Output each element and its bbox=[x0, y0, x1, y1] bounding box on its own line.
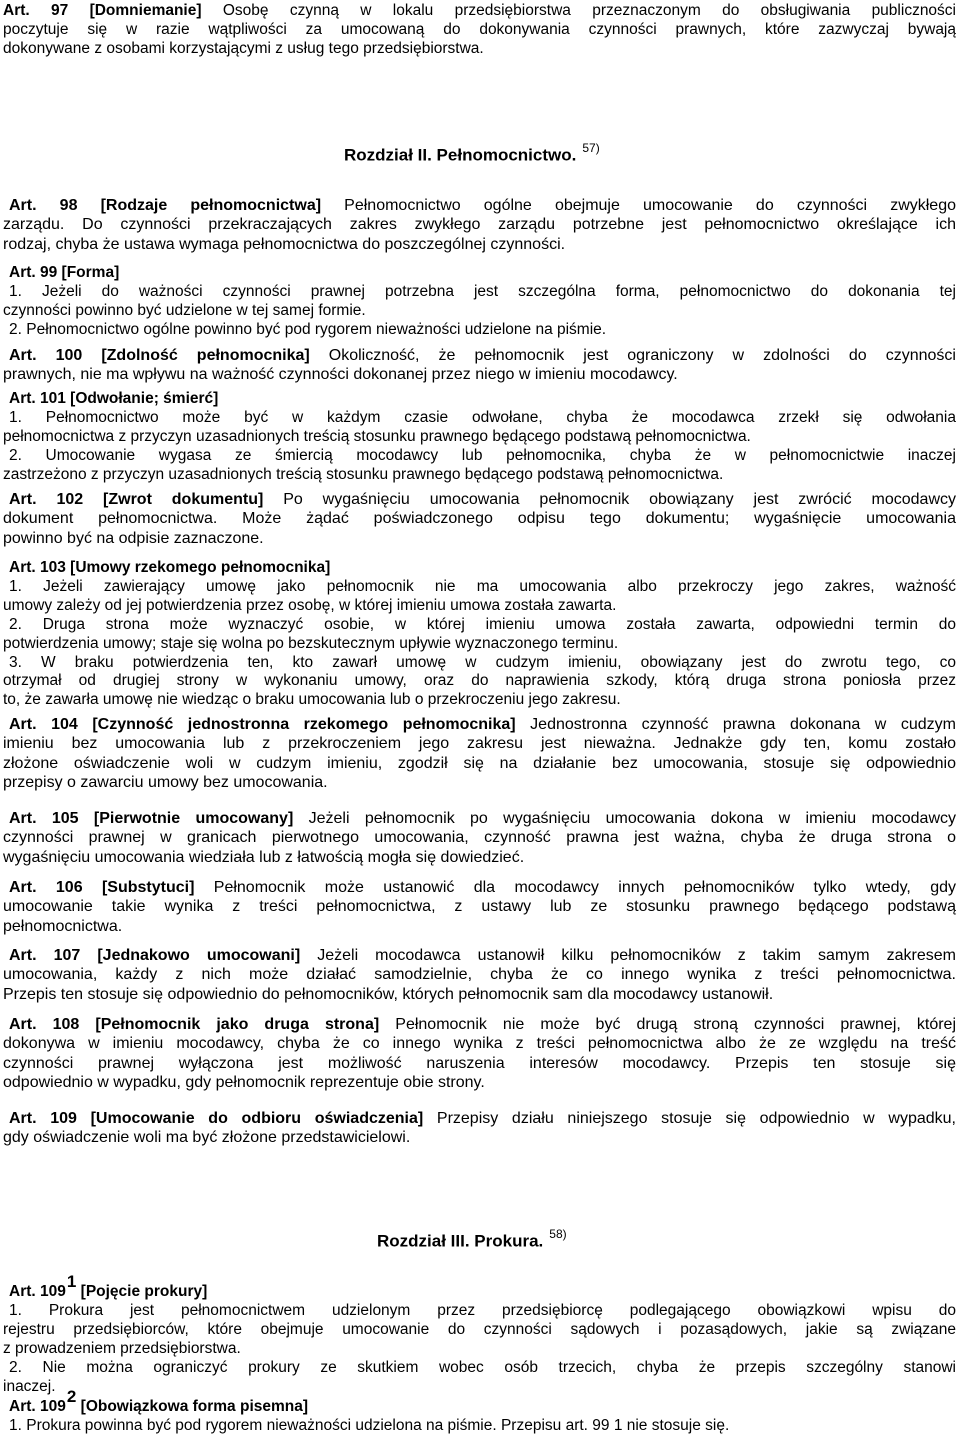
article-108-line: Pełnomocnik nie może być drugą stroną czynności prawnej, której bbox=[395, 1016, 957, 1033]
article-99-par-1-cont: czynności powinno być udzielone w tej samej formie. bbox=[3, 301, 366, 319]
article-108-line: odpowiednio w wypadku, gdy pełnomocnik reprezentuje obie strony. bbox=[3, 1073, 485, 1091]
article-98-line: rodzaj, chyba że ustawa wymaga pełnomocnictwa do poszczególnej czynności. bbox=[3, 235, 566, 253]
article-108-line: dokonywa w imieniu mocodawcy, chyba że co innego wynika z treści pełnomocnictwa albo że ze względu na treść bbox=[3, 1035, 956, 1053]
article-107-line: umocowania, każdy z nich może działać samodzielnie, chyba że co innego wynika z treści pełnomocnictwa. bbox=[3, 966, 956, 984]
article-98-line: zarządu. bbox=[3, 216, 65, 234]
article-98-line: Do czynności przekraczających zakres zwykłego zarządu potrzebne jest pełnomocnictwo określające ich bbox=[82, 216, 957, 234]
article-109-1-par-2-cont: inaczej. bbox=[3, 1377, 56, 1395]
article-97 bbox=[3, 2, 956, 59]
article-100-heading: Art. 100 [Zdolność pełnomocnika] bbox=[9, 347, 310, 364]
article-109-2 bbox=[3, 1387, 956, 1436]
article-104-line: Jednostronna czynność prawna dokonana w cudzym bbox=[530, 716, 957, 733]
article-101-heading: Art. 101 [Odwołanie; śmierć] bbox=[9, 390, 219, 407]
article-103-par-3: 3. W braku potwierdzenia ten, kto zawarł umowę w cudzym imieniu, obowiązany jest do zwrotu tego, co bbox=[9, 653, 956, 671]
article-109-1-superscript: 1 bbox=[66, 1272, 77, 1291]
article-101-par-2-cont: zastrzeżono z przyczyn uzasadnionych treścią stosunku prawnego będącego podstawą pełnomocnictwa. bbox=[3, 465, 724, 483]
article-104-heading: Art. 104 [Czynność jednostronna rzekomego pełnomocnika] bbox=[9, 716, 516, 733]
article-103-par-1: 1. Jeżeli zawierający umowę jako pełnomocnik nie ma umocowania albo przekroczy jego zakres, ważność bbox=[9, 577, 956, 595]
article-102-heading: Art. 102 [Zwrot dokumentu] bbox=[9, 491, 264, 508]
article-101-par-1-cont: pełnomocnictwa z przyczyn uzasadnionych treścią stosunku prawnego będącego podstawą pełnomocnictwa. bbox=[3, 427, 751, 445]
article-106-line: umocowanie takie wynika z treści pełnomocnictwa, z ustawy lub ze stosunku prawnego będącego podstawą bbox=[3, 898, 956, 916]
article-105-line: wygaśnięciu umocowania wiedziała lub z łatwością mogła się dowiedzieć. bbox=[3, 848, 525, 866]
article-109-2-title: [Obowiązkowa forma pisemna] bbox=[80, 1398, 309, 1415]
chapter-2-title: Rozdział II. Pełnomocnictwo. bbox=[344, 145, 577, 165]
article-106-line: Pełnomocnik może ustanowić dla mocodawcy innych pełnomocników tylko wtedy, gdy bbox=[213, 879, 956, 896]
article-109-line: Przepisy działu niniejszego stosuje się odpowiednio w wypadku, bbox=[436, 1110, 956, 1127]
article-103 bbox=[3, 559, 956, 710]
article-109-1-number: Art. 109 bbox=[9, 1283, 66, 1300]
article-105-line: Jeżeli pełnomocnik po wygaśnięciu umocowania dokona w imieniu mocodawcy bbox=[308, 810, 957, 827]
article-97-line: dokonywane z osobami korzystającymi z usług tego przedsiębiorstwa. bbox=[3, 39, 484, 57]
article-109-line: gdy oświadczenie woli ma być złożone przedstawicielowi. bbox=[3, 1129, 411, 1147]
article-109-2-number: Art. 109 bbox=[9, 1398, 66, 1415]
article-106-line: pełnomocnictwa. bbox=[3, 917, 123, 935]
article-103-par-1-cont: umowy zależy od jej potwierdzenia przez osobę, w której imieniu umowa została zawarta. bbox=[3, 596, 617, 614]
article-101-par-2: 2. Umocowanie wygasa ze śmiercią mocodawcy lub pełnomocnika, chyba że w pełnomocnictwie inaczej bbox=[9, 446, 956, 464]
article-106 bbox=[3, 878, 956, 936]
article-104-line: przepisy o zawarciu umowy bez umocowania. bbox=[3, 773, 328, 791]
article-104-line: imieniu bez umocowania lub z przekroczeniem jego zakresu jest nieważna. Jednakże gdy ten, komu zostało bbox=[3, 735, 956, 753]
article-109-1-par-1-cont: rejestru przedsiębiorców, które obejmuje umocowanie do czynności sądowych i pozasądowych, jakie są związane bbox=[3, 1320, 956, 1338]
article-102 bbox=[3, 490, 956, 548]
article-109-heading: Art. 109 [Umocowanie do odbioru oświadczenia] bbox=[9, 1110, 424, 1127]
article-103-par-3-cont: to, że zawarła umowę nie wiedząc o braku umocowania lub o przekroczeniu jego zakresu. bbox=[3, 691, 621, 709]
chapter-3-title: Rozdział III. Prokura. bbox=[377, 1231, 544, 1251]
article-109-2-heading bbox=[3, 1387, 956, 1417]
article-104 bbox=[3, 715, 956, 792]
article-105-line: czynności prawnej w granicach pierwotnego umocowania, czynność prawna jest ważna, chyba że druga strona o bbox=[3, 829, 956, 847]
article-106-heading: Art. 106 [Substytuci] bbox=[9, 879, 195, 896]
article-109-1-par-2: 2. Nie można ograniczyć prokury ze skutkiem wobec osób trzecich, chyba że przepis szczególny stanowi bbox=[9, 1358, 956, 1376]
article-101 bbox=[3, 390, 956, 485]
chapter-2-heading bbox=[344, 143, 600, 166]
article-105 bbox=[3, 809, 956, 867]
article-101-par-1: 1. Pełnomocnictwo może być w każdym czasie odwołane, chyba że mocodawca zrzekł się odwołania bbox=[9, 408, 956, 426]
article-97-line: Osobę czynną w lokalu przedsiębiorstwa przeznaczonym do obsługiwania publiczności bbox=[222, 2, 956, 19]
footnote-ref-58: 58) bbox=[549, 1227, 567, 1241]
article-109-1-par-1: 1. Prokura jest pełnomocnictwem udzielonym przez przedsiębiorcę podlegającego obowiązkowi wpisu do bbox=[9, 1301, 956, 1319]
article-109-1-heading bbox=[3, 1272, 956, 1302]
article-107-line: Jeżeli mocodawca ustanowił kilku pełnomocników z takim samym zakresem bbox=[317, 947, 956, 964]
article-103-par-2: 2. Druga strona może wyznaczyć osobie, w której imieniu umowa została zawarta, odpowiedni termin do bbox=[9, 615, 956, 633]
article-105-heading: Art. 105 [Pierwotnie umocowany] bbox=[9, 810, 294, 827]
article-98-line: Pełnomocnictwo ogólne obejmuje umocowanie do czynności zwykłego bbox=[344, 197, 957, 214]
article-109-2-par-1: 1. Prokura powinna być pod rygorem nieważności udzielona na piśmie. Przepisu art. 99 1 nie stosuje się. bbox=[9, 1416, 730, 1434]
article-107-line: Przepis ten stosuje się odpowiednio do pełnomocników, których pełnomocnik sam dla mocodawcy ustanowił. bbox=[3, 985, 774, 1003]
article-107-heading: Art. 107 [Jednakowo umocowani] bbox=[9, 947, 301, 964]
article-97-line: poczytuje się w razie wątpliwości za umocowaną do dokonywania czynności prawnych, które zazwyczaj bywają bbox=[3, 20, 956, 38]
footnote-ref-57: 57) bbox=[582, 141, 600, 155]
article-108-heading: Art. 108 [Pełnomocnik jako druga strona] bbox=[9, 1016, 380, 1033]
article-102-line: dokument pełnomocnictwa. Może żądać poświadczonego odpisu tego dokumentu; wygaśnięcie umocowania bbox=[3, 510, 956, 528]
article-103-par-2-cont: potwierdzenia umowy; staje się wolna po bezskutecznym upływie wyznaczonego terminu. bbox=[3, 634, 619, 652]
article-109-1 bbox=[3, 1272, 956, 1396]
article-100-line: Okoliczność, że pełnomocnik jest ograniczony w zdolności do czynności bbox=[328, 347, 956, 364]
article-99-par-1: 1. Jeżeli do ważności czynności prawnej potrzebna jest szczególna forma, pełnomocnictwo do dokonania tej bbox=[9, 282, 956, 300]
article-97-heading: Art. 97 [Domniemanie] bbox=[3, 2, 202, 19]
article-100-line: prawnych, nie ma wpływu na ważność czynności dokonanej przez niego w imieniu mocodawcy. bbox=[3, 366, 678, 384]
article-109-2-superscript: 2 bbox=[66, 1387, 77, 1406]
article-109 bbox=[3, 1109, 956, 1148]
article-100 bbox=[3, 346, 956, 385]
article-108-line: czynności prawnej wyłączona jest możliwość naruszenia interesów mocodawcy. Przepis ten stosuje się bbox=[3, 1054, 956, 1072]
article-108 bbox=[3, 1015, 956, 1092]
article-98-heading: Art. 98 [Rodzaje pełnomocnictwa] bbox=[9, 197, 322, 214]
article-107 bbox=[3, 946, 956, 1004]
chapter-3-heading bbox=[377, 1229, 567, 1252]
article-98 bbox=[3, 196, 956, 254]
article-99-heading: Art. 99 [Forma] bbox=[9, 264, 120, 281]
article-99 bbox=[3, 264, 956, 340]
article-109-1-title: [Pojęcie prokury] bbox=[80, 1283, 208, 1300]
article-103-heading: Art. 103 [Umowy rzekomego pełnomocnika] bbox=[9, 559, 331, 576]
article-109-1-par-1-cont: z prowadzeniem przedsiębiorstwa. bbox=[3, 1339, 241, 1357]
article-99-par-2: 2. Pełnomocnictwo ogólne powinno być pod rygorem nieważności udzielone na piśmie. bbox=[9, 320, 607, 338]
article-104-line: złożone oświadczenie woli w cudzym imieniu, zgodził się na działanie bez umocowania, stosuje się odpowiednio bbox=[3, 754, 956, 772]
article-102-line: Po wygaśnięciu umocowania pełnomocnik obowiązany jest zwrócić mocodawcy bbox=[283, 491, 956, 508]
article-103-par-3-cont: otrzymał od drugiej strony w wykonaniu umowy, oraz do naprawienia szkody, którą druga strona poniosła przez bbox=[3, 672, 956, 690]
article-102-line: powinno być na odpisie zaznaczone. bbox=[3, 529, 264, 547]
